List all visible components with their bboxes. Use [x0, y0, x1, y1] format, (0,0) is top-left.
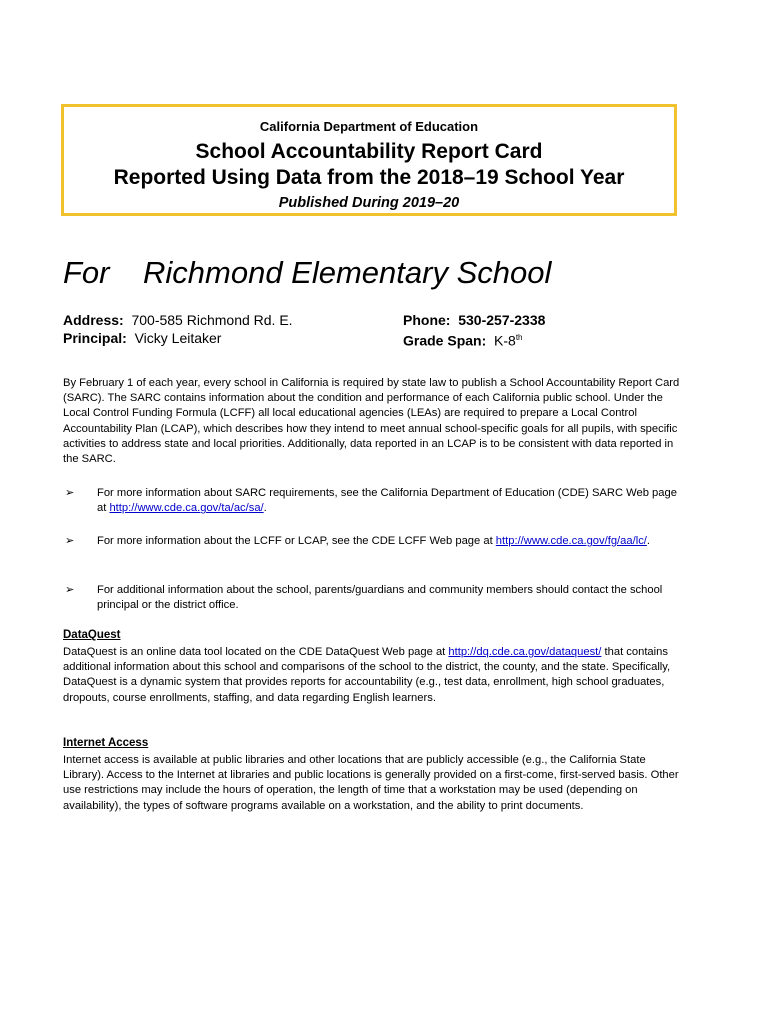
grade-span-line: [403, 329, 523, 350]
lcff-link[interactable]: http://www.cde.ca.gov/fg/aa/lc/: [495, 535, 647, 547]
school-name-heading: [63, 255, 551, 291]
published-date: Published During 2019–20: [278, 195, 460, 211]
bullet-sarc-text: For more information about SARC requirements, see the California Department of Education (CDE) SARC Web page at: [97, 487, 677, 515]
principal-value: Vicky Leitaker: [134, 330, 222, 346]
arrow-bullet-icon: ➢: [65, 487, 75, 499]
bullet-lcff-text: For more information about the LCFF or LCAP, see the CDE LCFF Web page at: [97, 535, 496, 547]
grade-span-sup: th: [515, 333, 523, 342]
phone-line: [403, 311, 545, 329]
address-label: Address:: [63, 312, 124, 328]
dataquest-link[interactable]: http://dq.cde.ca.gov/dataquest/: [448, 646, 602, 658]
report-subtitle: Reported Using Data from the 2018–19 School Year: [113, 166, 625, 189]
phone-label: Phone:: [403, 312, 451, 328]
dataquest-text-end: that contains additional information about this school and comparisons of the school to the district, the county, and the state. Specifically, DataQuest is a dynamic system that provides reports for accountability (e.g., test data, enrollment, high school graduates, dropouts, course enrollments, staffing, and data regarding English learners.: [63, 646, 671, 704]
grade-span-label: Grade Span:: [403, 332, 487, 349]
principal-label: Principal:: [63, 330, 127, 346]
bullet-lcff-end: .: [646, 535, 651, 547]
phone-value: 530-257-2338: [458, 312, 546, 328]
bullet-sarc: [63, 486, 683, 516]
internet-access-paragraph: Internet access is available at public libraries and other locations that are publicly accessible (e.g., the California State Library). Access to the Internet at libraries and public locations is generally provided on a first-come, first-served basis. Other use restrictions may include the hours of operation, the length of time that a workstation may be used (depending on availability), the types of software programs available on a workstation, and the ability to print documents.: [63, 754, 679, 812]
for-label: For: [63, 255, 110, 290]
bullet-contact-text: For additional information about the school, parents/guardians and community members should contact the school principal or the district office.: [97, 584, 663, 612]
report-header-box: [61, 104, 677, 216]
address-line: [63, 311, 293, 329]
grade-span-value: K-8: [494, 332, 516, 349]
principal-line: [63, 329, 221, 347]
bullet-lcff: [63, 534, 683, 549]
dataquest-text-start: DataQuest is an online data tool located on the CDE DataQuest Web page at: [63, 646, 449, 658]
sarc-link[interactable]: http://www.cde.ca.gov/ta/ac/sa/: [109, 502, 264, 515]
dataquest-heading: DataQuest: [63, 629, 121, 641]
internet-access-heading: Internet Access: [63, 737, 149, 749]
arrow-bullet-icon: ➢: [65, 584, 75, 596]
school-name: Richmond Elementary School: [143, 255, 552, 290]
dataquest-paragraph: [63, 645, 683, 706]
report-title: School Accountability Report Card: [195, 140, 543, 163]
department-name: California Department of Education: [259, 119, 479, 134]
address-value: 700-585 Richmond Rd. E.: [131, 312, 293, 328]
bullet-sarc-end: .: [263, 502, 267, 515]
intro-paragraph: By February 1 of each year, every school in California is required by state law to publish a School Accountability Report Card (SARC). The SARC contains information about the condition and performance of each California public school. Under the Local Control Funding Formula (LCFF) all local educational agencies (LEAs) are required to prepare a Local Control Accountability Plan (LCAP), which describes how they intend to meet annual school-specific goals for all pupils, with specific activities to address state and local priorities. Additionally, data reported in an LCAP is to be consistent with data reported in the SARC.: [63, 377, 680, 466]
bullet-contact: [63, 583, 683, 613]
arrow-bullet-icon: ➢: [65, 535, 75, 547]
